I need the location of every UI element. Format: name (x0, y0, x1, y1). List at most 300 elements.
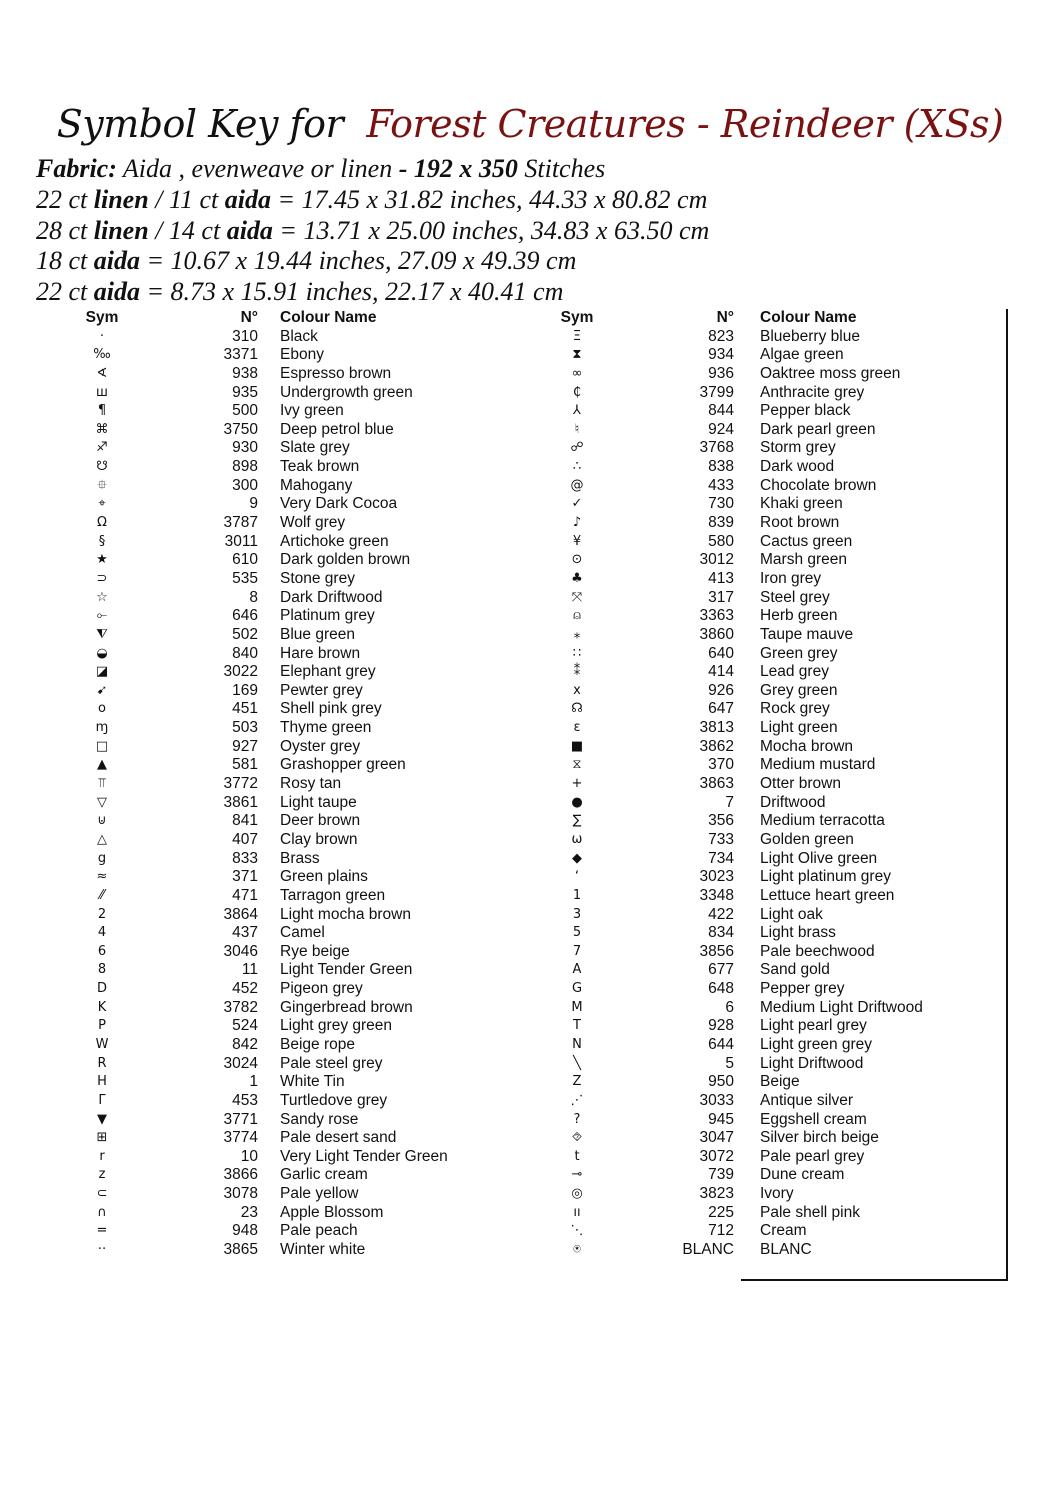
colour-name: Rock grey (760, 700, 830, 718)
symbol-icon: 3 (572, 906, 582, 922)
symbol-icon: ⯐ (97, 477, 107, 493)
thread-number: 9 (249, 495, 258, 513)
colour-name: Blueberry blue (760, 327, 860, 345)
colour-name: Wolf grey (280, 514, 346, 532)
colour-name: Antique silver (760, 1091, 854, 1109)
thread-number: 3772 (223, 775, 258, 793)
thread-number: 6 (725, 998, 734, 1016)
thread-number: 437 (232, 924, 258, 942)
colour-name: Lettuce heart green (760, 886, 895, 904)
symbol-icon: @ (570, 477, 584, 493)
colour-name: Deer brown (280, 812, 361, 830)
thread-number: 356 (708, 812, 734, 830)
thread-number: 502 (232, 625, 258, 643)
colour-name: Sandy rose (280, 1110, 359, 1128)
colour-name: Light Driftwood (760, 1054, 864, 1072)
symbol-icon: ⍝ (573, 608, 581, 624)
symbol-icon: ◎ (571, 1186, 583, 1202)
symbol-icon: ⊞ (96, 1130, 108, 1146)
symbol-icon: ▽ (97, 794, 107, 810)
colour-name: Pale peach (280, 1222, 358, 1240)
colour-name: Taupe mauve (760, 625, 854, 643)
thread-number: 169 (232, 681, 258, 699)
colour-name: Grashopper green (280, 756, 406, 774)
symbol-icon: ⋱ (570, 1223, 584, 1239)
colour-name: Undergrowth green (280, 383, 413, 401)
symbol-icon: ✓ (571, 496, 583, 512)
thread-number: 935 (232, 383, 258, 401)
symbol-icon: ⁄⁄ (99, 887, 105, 903)
colour-name: Black (280, 327, 318, 345)
colour-name: Light green grey (760, 1035, 873, 1053)
colour-name: Beige rope (280, 1035, 355, 1053)
symbol-icon: 6 (97, 943, 107, 959)
symbol-icon: Γ (98, 1092, 106, 1108)
fabric-type: aida (93, 277, 140, 307)
symbol-icon: D (96, 981, 107, 997)
colour-name: Dark golden brown (280, 551, 411, 569)
thread-number: 3813 (699, 719, 734, 737)
count-label: 22 ct (36, 184, 94, 214)
colour-name: Very Dark Cocoa (280, 495, 398, 513)
symbol-icon: ➹ (96, 682, 108, 698)
thread-number: 453 (232, 1091, 258, 1109)
header-sym: Sym (85, 309, 119, 326)
thread-number: 3078 (223, 1185, 258, 1203)
symbol-icon: = (96, 1223, 108, 1239)
thread-number: 3768 (699, 439, 734, 457)
symbol-icon: ? (573, 1111, 581, 1127)
thread-number: 950 (708, 1073, 734, 1091)
thread-number: 371 (232, 868, 258, 886)
thread-number: 11 (241, 961, 258, 979)
border-right (1006, 309, 1008, 1280)
symbol-icon: ♐ (96, 440, 108, 456)
thread-number: 840 (232, 644, 258, 662)
count-label: 28 ct (36, 215, 94, 245)
symbol-icon: □ (95, 738, 109, 754)
symbol-icon: T (573, 1018, 581, 1034)
thread-number: 370 (708, 756, 734, 774)
colour-name: Oaktree moss green (760, 364, 901, 382)
colour-name: Rosy tan (280, 775, 342, 793)
colour-name: Espresso brown (280, 364, 392, 382)
fabric-line (36, 154, 1036, 185)
colour-name: Gingerbread brown (280, 998, 413, 1016)
thread-number: 3033 (699, 1091, 734, 1109)
colour-name: Cream (760, 1222, 807, 1240)
thread-number: 930 (232, 439, 258, 457)
thread-number: 3860 (699, 625, 734, 643)
thread-number: 945 (708, 1110, 734, 1128)
symbol-icon: ıı (573, 1204, 581, 1220)
thread-number: 3865 (223, 1241, 258, 1259)
symbol-icon: P (98, 1018, 106, 1034)
thread-number: 414 (708, 663, 734, 681)
symbol-icon: ‰ (93, 347, 111, 363)
colour-name: Medium Light Driftwood (760, 998, 923, 1016)
colour-name: Elephant grey (280, 663, 376, 681)
colour-name: Beige (760, 1073, 800, 1091)
symbol-icon: g (97, 850, 107, 866)
thread-number: 844 (708, 402, 734, 420)
finished-size: = 10.67 x 19.44 inches, 27.09 x 49.39 cm (140, 246, 577, 276)
symbol-icon: x (573, 682, 581, 698)
colour-name: Pale steel grey (280, 1054, 383, 1072)
symbol-icon: ∷ (572, 645, 582, 661)
symbol-icon: 7 (572, 943, 582, 959)
symbol-icon: ·· (97, 1242, 107, 1258)
colour-name: Stone grey (280, 569, 355, 587)
thread-number: 225 (708, 1203, 734, 1221)
fabric-type: aida (226, 215, 273, 245)
symbol-icon: ∑ (572, 813, 582, 829)
thread-number: 730 (708, 495, 734, 513)
colour-name: Platinum grey (280, 607, 375, 625)
colour-name: Deep petrol blue (280, 420, 394, 438)
symbol-icon: ⅄ (573, 403, 581, 419)
colour-name: Hare brown (280, 644, 361, 662)
thread-number: 3024 (223, 1054, 258, 1072)
thread-number: 842 (232, 1035, 258, 1053)
symbol-icon: ★ (96, 552, 108, 568)
thread-number: 823 (708, 327, 734, 345)
symbol-icon: ◪ (95, 664, 109, 680)
colour-name: Turtledove grey (280, 1091, 388, 1109)
colour-name: Driftwood (760, 793, 826, 811)
colour-name: Garlic cream (280, 1166, 368, 1184)
symbol-icon: M (571, 999, 583, 1015)
thread-number: 535 (232, 569, 258, 587)
fabric-label: Fabric: (36, 154, 117, 183)
thread-number: 3861 (223, 793, 258, 811)
thread-number: 413 (708, 569, 734, 587)
symbol-icon: ♪ (572, 515, 582, 531)
colour-name: Green grey (760, 644, 838, 662)
colour-name: Pale yellow (280, 1185, 359, 1203)
thread-number: 712 (708, 1222, 734, 1240)
symbol-icon: ∞ (571, 365, 583, 381)
colour-name: Shell pink grey (280, 700, 382, 718)
colour-name: Rye beige (280, 942, 350, 960)
thread-number: 3774 (223, 1129, 258, 1147)
colour-name: Golden green (760, 830, 854, 848)
symbol-icon: ¥ (572, 533, 582, 549)
colour-name: Very Light Tender Green (280, 1147, 448, 1165)
symbol-icon: ⋰ (570, 1092, 584, 1108)
count-separator: / 11 ct (148, 184, 225, 214)
symbol-icon: ⧗ (572, 347, 582, 363)
stitch-count: 192 x 350 (413, 154, 518, 183)
thread-number: 3799 (699, 383, 734, 401)
symbol-icon: · (99, 328, 105, 344)
symbol-icon: ⤧ (571, 589, 583, 605)
colour-name: Marsh green (760, 551, 848, 569)
fabric-type: linen (93, 215, 149, 245)
colour-name: Pigeon grey (280, 980, 363, 998)
colour-name: Light oak (760, 905, 823, 923)
symbol-icon: ☊ (571, 701, 583, 717)
thread-number: 3750 (223, 420, 258, 438)
colour-name: Light platinum grey (760, 868, 891, 886)
thread-number: 500 (232, 402, 258, 420)
header-name: Colour Name (760, 309, 857, 326)
colour-name: Ivory (760, 1185, 794, 1203)
thread-number: 422 (708, 905, 734, 923)
thread-number: 610 (232, 551, 258, 569)
header-name: Colour Name (280, 309, 377, 326)
symbol-icon: ∴ (572, 459, 582, 475)
page-title (0, 96, 1060, 152)
symbol-icon: ♣ (571, 570, 583, 586)
symbol-icon: t (574, 1148, 580, 1164)
thread-number: 934 (708, 346, 734, 364)
symbol-icon: ⊙ (571, 552, 583, 568)
colour-name: Brass (280, 849, 320, 867)
thread-number: 3863 (699, 775, 734, 793)
thread-number: 3348 (699, 886, 734, 904)
colour-name: Otter brown (760, 775, 841, 793)
thread-number: 948 (232, 1222, 258, 1240)
symbol-icon: ▲ (97, 757, 107, 773)
symbol-icon: W (95, 1036, 109, 1052)
thread-number: 3011 (224, 532, 258, 550)
thread-number: 310 (232, 327, 258, 345)
fabric-types: Aida , evenweave or linen (116, 154, 399, 183)
symbol-icon: r (99, 1148, 105, 1164)
thread-number: 924 (708, 420, 734, 438)
thread-number: 407 (232, 830, 258, 848)
symbol-icon: ☍ (570, 440, 584, 456)
thread-number: 927 (232, 737, 258, 755)
colour-name: Iron grey (760, 569, 822, 587)
symbol-icon: ╲ (573, 1055, 581, 1071)
symbol-icon: ¶ (97, 403, 107, 419)
stitch-suffix: Stitches (517, 154, 606, 183)
thread-number: 839 (708, 514, 734, 532)
symbol-icon: ɛ (573, 720, 581, 736)
colour-name: Light brass (760, 924, 836, 942)
colour-name: Camel (280, 924, 325, 942)
symbol-icon: ▼ (97, 1111, 107, 1127)
symbol-icon: Z (572, 1074, 582, 1090)
colour-name: Thyme green (280, 719, 372, 737)
symbol-icon: N (572, 1036, 582, 1052)
finished-size: = 13.71 x 25.00 inches, 34.83 x 63.50 cm (272, 215, 710, 245)
colour-name: Grey green (760, 681, 838, 699)
fabric-size-line (36, 185, 1036, 216)
symbol-icon: ☋ (96, 459, 108, 475)
symbol-icon: ɱ (95, 720, 109, 736)
thread-number: 3856 (699, 942, 734, 960)
symbol-icon: ⊃ (96, 570, 108, 586)
thread-number: 926 (708, 681, 734, 699)
thread-number: 739 (708, 1166, 734, 1184)
thread-number: 10 (240, 1147, 258, 1165)
thread-number: 8 (249, 588, 258, 606)
symbol-icon: ⌘ (95, 421, 109, 437)
thread-number: 734 (708, 849, 734, 867)
fabric-size-line (36, 216, 1036, 247)
colour-name: Green plains (280, 868, 368, 886)
colour-name: Oyster grey (280, 737, 361, 755)
colour-name: Dune cream (760, 1166, 845, 1184)
symbol-icon: ⌖ (98, 496, 106, 512)
colour-name: Teak brown (280, 458, 360, 476)
symbol-icon: ⧖ (572, 757, 582, 773)
thread-number: 838 (708, 458, 734, 476)
colour-name: Dark Driftwood (280, 588, 383, 606)
colour-name: Light taupe (280, 793, 357, 811)
fabric-size-line (36, 246, 1036, 277)
colour-name: Ivy green (280, 402, 344, 420)
thread-number: 898 (232, 458, 258, 476)
colour-name: White Tin (280, 1073, 345, 1091)
symbol-icon: ₵ (572, 384, 582, 400)
colour-name: Medium mustard (760, 756, 876, 774)
colour-name: Chocolate brown (760, 476, 877, 494)
symbol-icon: z (98, 1167, 106, 1183)
thread-number: 3012 (699, 551, 734, 569)
colour-name: Winter white (280, 1241, 366, 1259)
colour-name: Medium terracotta (760, 812, 885, 830)
thread-number: 581 (232, 756, 258, 774)
thread-number: 677 (708, 961, 734, 979)
thread-number: 936 (708, 364, 734, 382)
finished-size: = 17.45 x 31.82 inches, 44.33 x 80.82 cm (270, 184, 708, 214)
thread-number: 646 (232, 607, 258, 625)
colour-name: Artichoke green (280, 532, 389, 550)
colour-name: Cactus green (760, 532, 853, 550)
thread-number: 928 (708, 1017, 734, 1035)
colour-name: Mahogany (280, 476, 353, 494)
colour-name: Eggshell cream (760, 1110, 867, 1128)
symbol-icon: § (98, 533, 106, 549)
thread-number: 471 (232, 886, 258, 904)
fabric-size-line (36, 277, 1036, 308)
thread-number: 23 (240, 1203, 258, 1221)
thread-number: 317 (708, 588, 734, 606)
count-separator: / 14 ct (148, 215, 227, 245)
thread-number: 300 (232, 476, 258, 494)
thread-number: 733 (708, 830, 734, 848)
finished-size: = 8.73 x 15.91 inches, 22.17 x 40.41 cm (140, 277, 564, 307)
colour-name: BLANC (760, 1241, 812, 1259)
symbol-icon: ω (571, 831, 583, 847)
fabric-type: linen (93, 184, 149, 214)
count-label: 18 ct (36, 246, 94, 276)
thread-number: 3862 (699, 737, 734, 755)
thread-number: 524 (232, 1017, 258, 1035)
colour-name: Pale shell pink (760, 1203, 860, 1221)
colour-name: Light mocha brown (280, 905, 411, 923)
symbol-icon: ⊍ (97, 813, 107, 829)
colour-name: Silver birch beige (760, 1129, 879, 1147)
colour-name: Light Tender Green (280, 961, 413, 979)
colour-name: Herb green (760, 607, 838, 625)
thread-number: 3046 (223, 942, 258, 960)
colour-name: Pale desert sand (280, 1129, 397, 1147)
symbol-icon: ш (96, 384, 108, 400)
colour-name: Pepper grey (760, 980, 845, 998)
colour-name: Clay brown (280, 830, 358, 848)
symbol-icon: ≈ (96, 869, 108, 885)
colour-name: Light Olive green (760, 849, 878, 867)
thread-number: 3864 (223, 905, 258, 923)
colour-name: Pale pearl grey (760, 1147, 865, 1165)
thread-number: 451 (232, 700, 258, 718)
colour-name: Light pearl grey (760, 1017, 867, 1035)
thread-number: 648 (708, 980, 734, 998)
colour-name: Blue green (280, 625, 355, 643)
symbol-icon: R (97, 1055, 107, 1071)
fabric-info (36, 154, 1036, 308)
symbol-icon: ⫪ (98, 776, 106, 792)
fabric-type: aida (224, 184, 271, 214)
thread-number: BLANC (682, 1241, 734, 1259)
symbol-icon: ⊸ (571, 1167, 583, 1183)
symbol-icon: K (97, 999, 107, 1015)
symbol-icon: + (571, 776, 583, 792)
count-label: 22 ct (36, 277, 94, 307)
symbol-icon: ⊂ (96, 1186, 108, 1202)
border-bottom (741, 1279, 1008, 1281)
colour-name: Pale beechwood (760, 942, 875, 960)
thread-number: 3771 (223, 1110, 258, 1128)
thread-number: 647 (708, 700, 734, 718)
symbol-icon: 5 (572, 925, 582, 941)
thread-number: 5 (725, 1054, 734, 1072)
thread-number: 503 (232, 719, 258, 737)
colour-name: Mocha brown (760, 737, 854, 755)
thread-number: 834 (708, 924, 734, 942)
thread-number: 3782 (223, 998, 258, 1016)
symbol-icon: 2 (97, 906, 107, 922)
symbol-icon: 4 (97, 925, 107, 941)
colour-name: Khaki green (760, 495, 843, 513)
thread-number: 433 (708, 476, 734, 494)
title-prefix: Symbol Key for (56, 102, 344, 146)
pattern-name: Forest Creatures - Reindeer (XSs) (366, 102, 1004, 146)
symbol-icon: o (98, 701, 106, 717)
header-sym: Sym (560, 309, 594, 326)
thread-number: 640 (708, 644, 734, 662)
symbol-icon: ∢ (96, 365, 108, 381)
colour-name: Light green (760, 719, 838, 737)
colour-name: Slate grey (280, 439, 350, 457)
colour-name: Pepper black (760, 402, 851, 420)
colour-name: Tarragon green (280, 886, 386, 904)
symbol-icon: ⟜ (96, 608, 108, 624)
colour-name: Root brown (760, 514, 840, 532)
thread-number: 7 (725, 793, 734, 811)
thread-number: 3787 (223, 514, 258, 532)
thread-number: 1 (249, 1073, 258, 1091)
symbol-icon: 8 (97, 962, 107, 978)
symbol-icon: G (571, 981, 583, 997)
thread-number: 3823 (699, 1185, 734, 1203)
symbol-icon: ⧨ (96, 626, 108, 642)
symbol-icon: ◆ (572, 850, 582, 866)
colour-name: Ebony (280, 346, 324, 364)
dims-sep: - (398, 154, 414, 183)
colour-name: Light grey green (280, 1017, 393, 1035)
symbol-icon: ∩ (97, 1204, 107, 1220)
symbol-icon: ʻ (574, 869, 580, 885)
colour-name: Dark wood (760, 458, 835, 476)
thread-number: 3047 (699, 1129, 734, 1147)
colour-name: Storm grey (760, 439, 836, 457)
